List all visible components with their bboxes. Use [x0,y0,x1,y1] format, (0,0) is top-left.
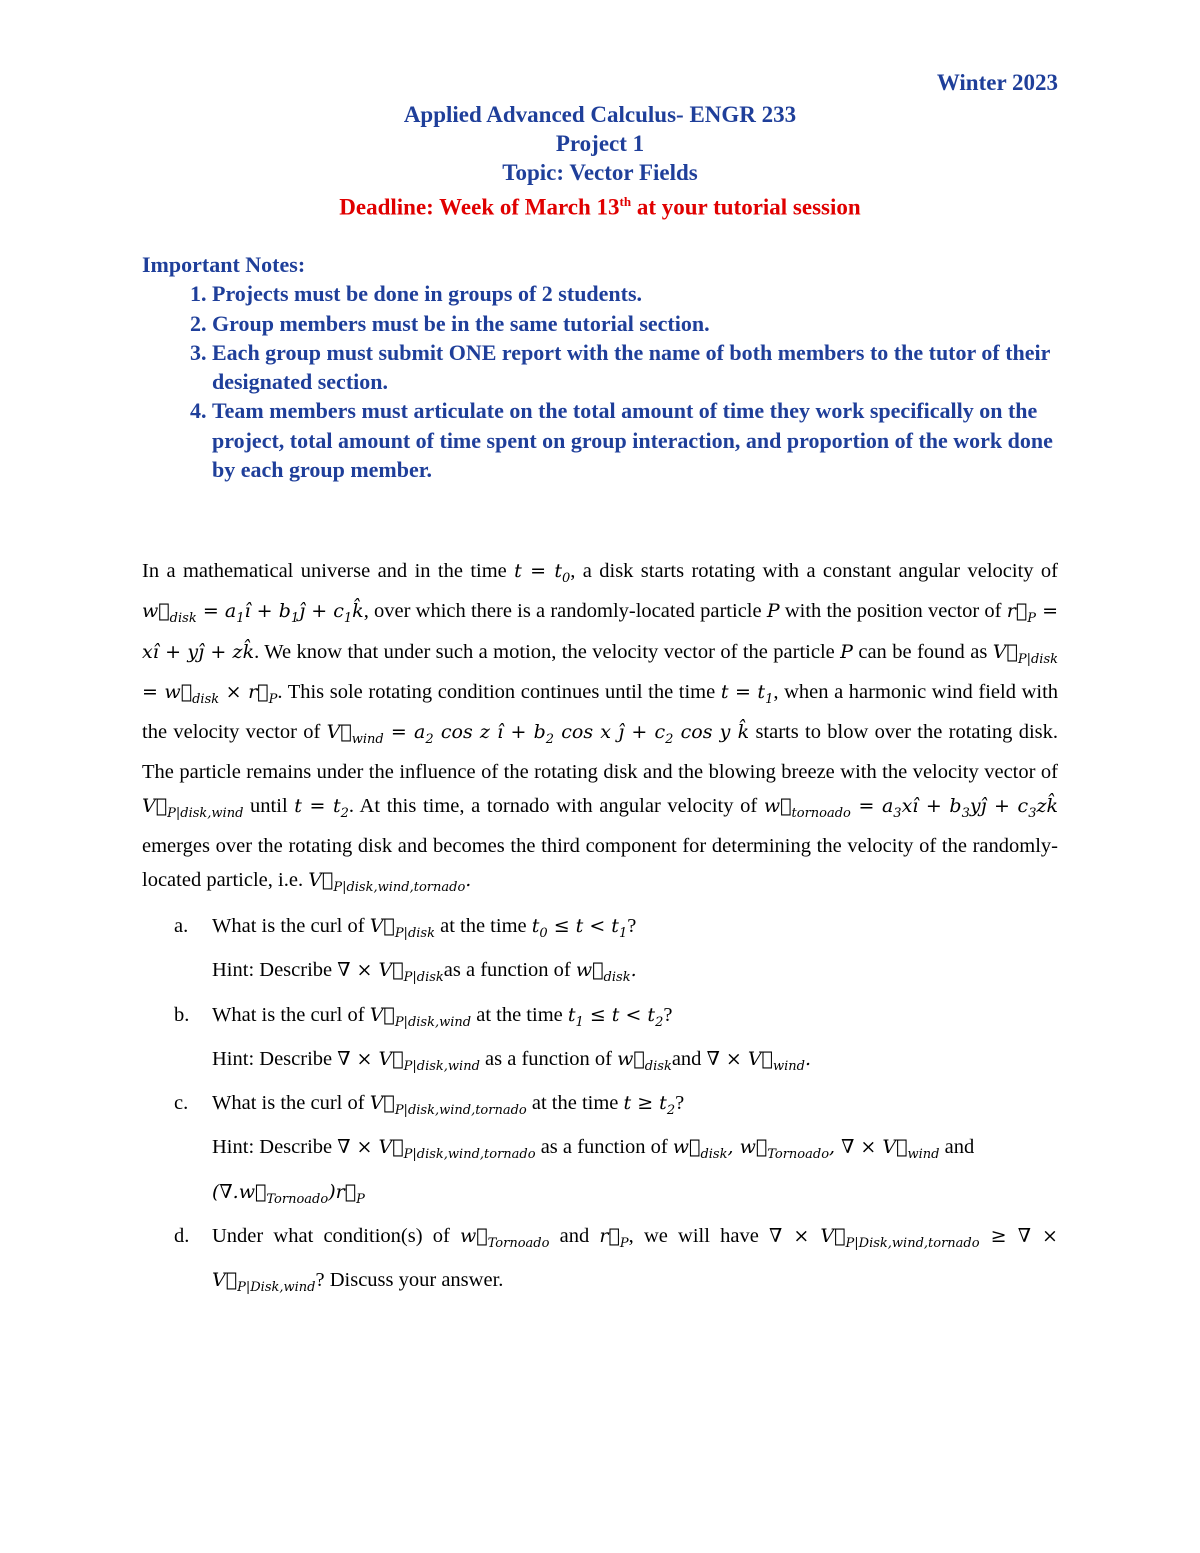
course-title: Applied Advanced Calculus- ENGR 233 [403,102,797,127]
note-item: 3. Each group must submit ONE report with the name of both members to the tutor of their designated section. [212,338,1062,397]
math-expression: $r⃗_P$ = xî + yĵ + zk̂ [142,600,1059,663]
notes-list [142,279,1062,484]
topic-title: Topic: Vector Fields [502,160,698,185]
note-item: 4. Team members must articulate on the total amount of time they work specifically on the project, total amount of time spent on group interaction, and proportion of the work done by each group member. [212,396,1062,484]
hint-a: Hint: Describe ∇ × $V⃗_{P|disk}as$ a function of $w⃗_{disk}$. [212,959,637,986]
math-expression: $V⃗_{P|disk,wind,tornado}$. [308,868,472,895]
question-a: a. What is the curl of $V⃗_{P|disk}$ at the time $t_0 \le t < t_1$? [142,908,1058,952]
hint-c: Hint: Describe ∇ × $V⃗_{P|disk,wind,tornado}$ as a function of $w⃗_{disk}$, $w⃗_{Tornoado}$, ∇ × $V⃗_{wind}$ and $(\nabla.w⃗_{Tornoado})r⃗_P$ [212,1136,975,1207]
important-notes [142,250,1062,484]
question-letter: d. [174,1225,190,1248]
problem-statement: In a mathematical universe and in the time $t = t_0$, a disk starts rotating with a constant angular velocity of $w⃗_{disk}$ = $a_1î$ + $b_1ĵ$ + $c_1k̂$, over which there is a randomly-located particle P with the position vector of $r⃗_P$ = xî + yĵ + zk̂. We know that under such a motion, the velocity vector of the particle P can be found as $V⃗_{P|disk}$ = $w⃗_{disk}$ × $r⃗_P$. This sole rotating condition continues until the time $t = t_1$, when a harmonic wind field with the velocity vector of $V⃗_{wind} = a_2$ cos z î + $b_2$ cos x ĵ + $c_2$ cos y k̂ starts to blow over the rotating disk. The particle remains under the influence of the rotating disk and the blowing breeze with the velocity vector of $V⃗_{P|disk,wind}$ until $t = t_2$. At this time, a tornado with angular velocity of $w⃗_{tornoado}$ = $a_3xî$ + $b_3yĵ$ + $c_3zk̂$ emerges over the rotating disk and becomes the third component for determining the velocity of the randomly-located particle, i.e. $V⃗_{P|disk,wind,tornado}$. [142,560,1059,895]
math-expression: $V⃗_{wind} = a_2$ cos z î + $b_2$ cos x ĵ + $c_2$ cos y k̂ [326,721,750,747]
question-letter: c. [174,1092,189,1115]
question-d: d. Under what condition(s) of $w⃗_{Tornoado}$ and $r⃗_P$, we will have ∇ × $V⃗_{P|Disk,wind,tornado}$ ≥ ∇ × $V⃗_{P|Disk,wind}$? Discuss your answer. [142,1218,1058,1307]
math-expression: $t = t_0$ [514,560,571,586]
math-expression: $V⃗_{P|disk}$ = $w⃗_{disk}$ × $r⃗_P$ [142,640,1058,707]
math-expression: $t = t_2$ [294,794,349,821]
math-expression: $t = t_1$ [720,680,774,707]
term-label: Winter 2023 [936,70,1058,95]
questions-list [142,908,1058,1307]
document-header [0,100,1200,222]
question-c: c. What is the curl of $V⃗_{P|disk,wind,tornado}$ at the time $t \ge t_2$? [142,1085,1058,1129]
math-expression: $V⃗_{P|disk,wind}$ [142,794,244,821]
math-expression: $w⃗_{tornoado}$ = $a_3xî$ + $b_3yĵ$ + $c_3zk̂$ [763,794,1058,821]
deadline: Deadline: Week of March 13th at your tutorial session [339,194,861,220]
note-item: 2. Group members must be in the same tutorial section. [212,309,1062,338]
notes-title: Important Notes: [142,252,306,277]
math-expression: P [840,640,853,663]
question-letter: b. [174,1003,190,1026]
question-letter: a. [174,915,189,937]
question-b: b. What is the curl of $V⃗_{P|disk,wind}$ at the time $t_1 \le t < t_2$? [142,997,1058,1041]
math-expression: $w⃗_{disk}$ = $a_1î$ + $b_1ĵ$ + $c_1k̂$ [142,600,364,627]
hint-b: Hint: Describe ∇ × $V⃗_{P|disk,wind}$ as a function of $w⃗_{disk}and$ ∇ × $V⃗_{wind}$. [212,1047,811,1074]
project-title: Project 1 [555,131,645,156]
math-expression: P [766,600,780,623]
note-item: 1. Projects must be done in groups of 2 students. [212,279,1062,308]
